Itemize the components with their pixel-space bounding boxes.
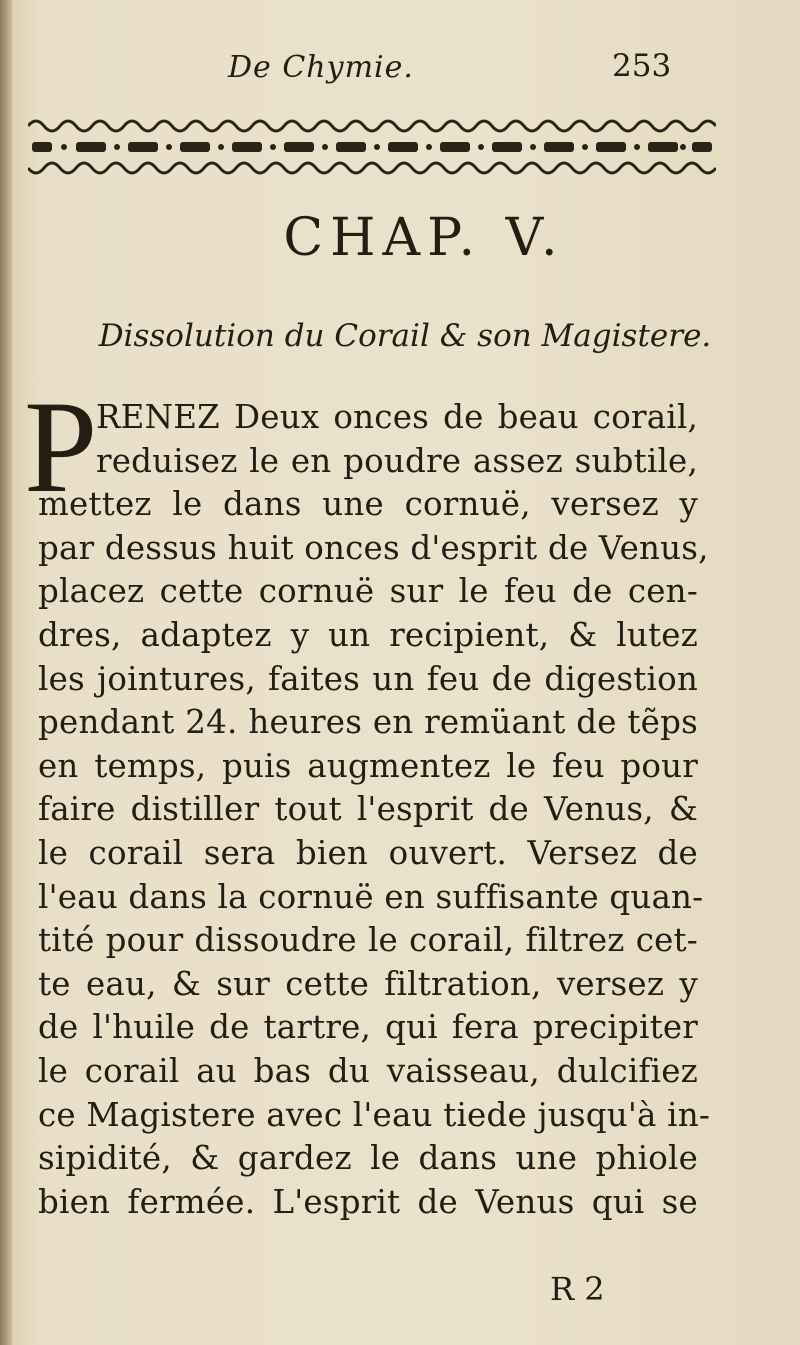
running-title: De Chymie. [228,50,414,85]
text-line: dres, adaptez y un recipient, & lutez [38,615,698,654]
text-line: l'eau dans la cornuë en suffisante quan- [38,877,704,916]
text-line: bien fermée. L'esprit de Venus qui se [38,1182,698,1221]
text-line: ce Magistere avec l'eau tiede jusqu'à in- [38,1095,711,1134]
text-line: mettez le dans une cornuë, versez y [38,485,698,524]
text-line: RENEZ Deux onces de beau corail, [96,398,698,436]
text-line: te eau, & sur cette filtration, versez y [38,964,698,1003]
text-line: placez cette cornuë sur le feu de cen- [38,572,698,611]
text-line: en temps, puis augmentez le feu pour [38,746,698,785]
text-line: le corail au bas du vaisseau, dulcifiez [38,1051,698,1090]
text-line: tité pour dissoudre le corail, filtrez cet- [38,921,698,960]
text-line: de l'huile de tartre, qui fera precipiter [38,1008,698,1047]
text-line: le corail sera bien ouvert. Versez de [38,833,698,872]
chapter-heading: CHAP. V. [283,208,565,268]
text-line: les jointures, faites un feu de digestion [38,659,698,698]
decorative-headpiece [28,112,716,184]
text-line: sipidité, & gardez le dans une phiole [38,1139,698,1178]
running-head [0,48,800,98]
drop-cap: P [24,373,98,520]
signature-mark: R 2 [550,1270,605,1308]
text-line: par dessus huit onces d'esprit de Venus, [38,528,709,567]
page-gutter-shadow [0,0,12,1345]
text-line: pendant 24. heures en remüant de tẽps [38,703,698,742]
body-paragraph [38,396,711,1224]
chapter-subtitle: Dissolution du Corail & son Magistere. [98,318,712,354]
text-line: reduisez le en poudre assez subtile, [96,441,698,480]
page-number: 253 [612,48,672,84]
text-line: faire distiller tout l'esprit de Venus, & [38,790,698,829]
